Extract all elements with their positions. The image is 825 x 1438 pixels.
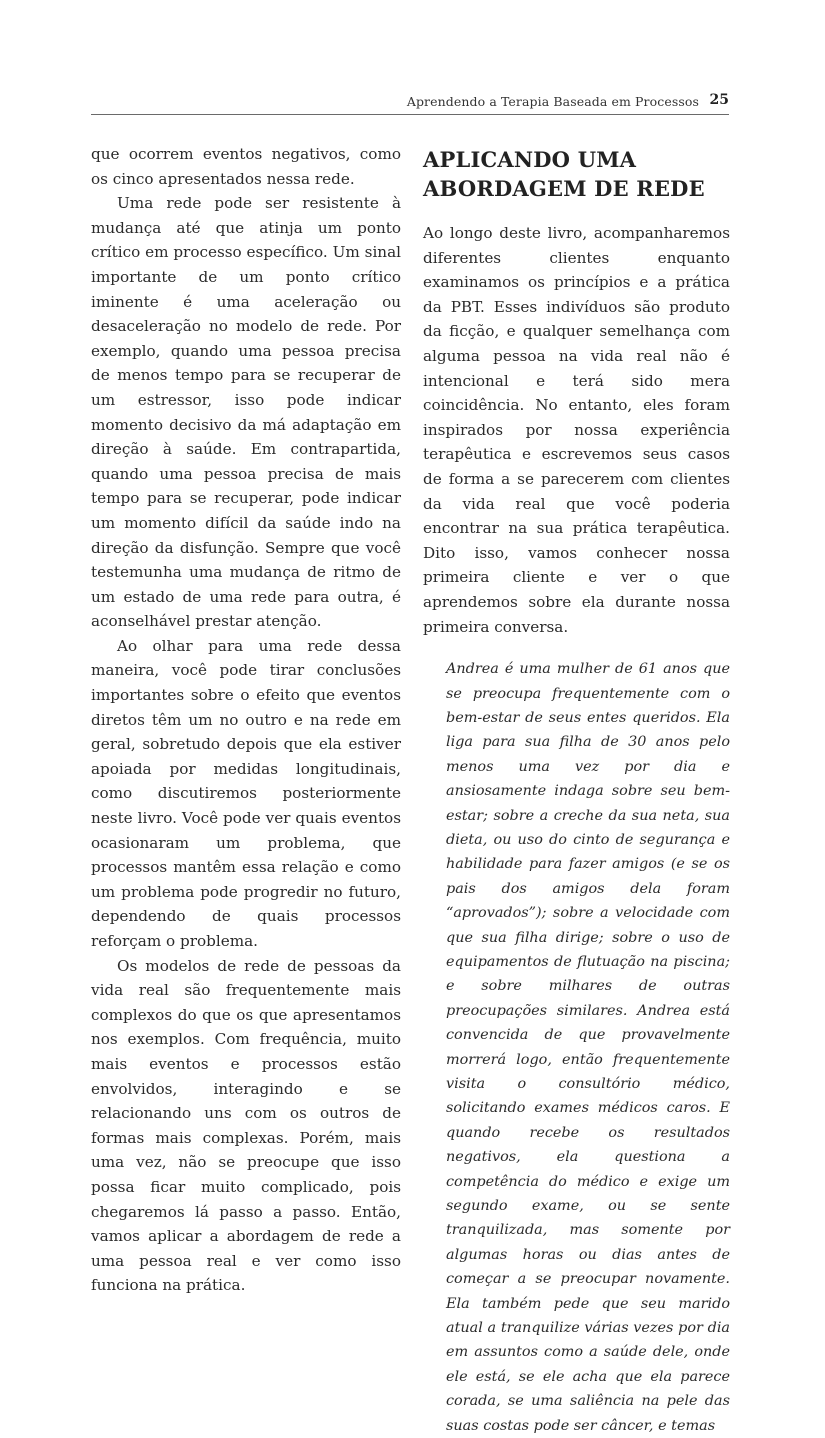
left-column [91, 142, 401, 1298]
paragraph-critical-point: Uma rede pode ser resistente à mudança até que atinja um ponto crítico em processo específico. Um sinal importante de um ponto crítico iminente é uma aceleração ou desaceleração no modelo de rede. Por exemplo, quando uma pessoa precisa de menos tempo para se recuperar de um estressor, isso pode indicar momento decisivo da má adaptação em direção à saúde. Em contrapartida, quando uma pessoa precisa de mais tempo para se recuperar, pode indicar um momento difícil da saúde indo na direção da disfunção. Sempre que você testemunha uma mudança de ritmo de um estado de uma rede para outra, é aconselhável prestar atenção. [91, 194, 401, 631]
section-heading-line2: ABORDAGEM DE REDE [423, 176, 705, 201]
intro-paragraph: Ao longo deste livro, acompanharemos diferentes clientes enquanto examinamos os princípios e a prática da PBT. Esses indivíduos são produto da ficção, e qualquer semelhança com alguma pessoa na vida real não é intencional e terá sido mera coincidência. No entanto, eles foram inspirados por nossa experiência terapêutica e escrevemos seus casos de forma a se parecerem com clientes da vida real que você poderia encontrar na sua prática terapêutica. Dito isso, vamos conhecer nossa primeira cliente e ver o que aprendemos sobre ela durante nossa primeira conversa. [423, 224, 730, 636]
section-heading [423, 145, 730, 203]
case-study-text: Andrea é uma mulher de 61 anos que se preocupa frequentemente com o bem-estar de seus entes queridos. Ela liga para sua filha de 30 anos pelo menos uma vez por dia e ansiosamente indaga sobre seu bem-estar; sobre a creche da sua neta, sua dieta, ou uso do cinto de segurança e habilidade para fazer amigos (e se os pais dos amigos dela foram “aprovados”); sobre a velocidade com que sua filha dirige; sobre o uso de equipamentos de flutuação na piscina; e sobre milhares de outras preocupações similares. Andrea está convencida de que provavelmente morrerá logo, então frequentemente visita o consultório médico, solicitando exames médicos caros. E quando recebe os resultados negativos, ela questiona a competência do médico e exige um segundo exame, ou se sente tranquilizada, mas somente por algumas horas ou dias antes de começar a se preocupar novamente. Ela também pede que seu marido atual a tranquilize várias vezes por dia em assuntos como a saúde dele, onde ele está, se ele acha que ela parece corada, se uma saliência na pele das suas costas pode ser câncer, e temas [446, 661, 730, 1434]
section-heading-line1: APLICANDO UMA [423, 147, 637, 172]
running-title: Aprendendo a Terapia Baseada em Processos [406, 94, 699, 109]
running-header [91, 92, 729, 115]
case-study-block [446, 657, 730, 1438]
paragraph-real-life-models: Os modelos de rede de pessoas da vida real são frequentemente mais complexos do que os que apresentamos nos exemplos. Com frequência, muito mais eventos e processos estão envolvidos, interagindo e se relacionando uns com os outros de formas mais complexas. Porém, mais uma vez, não se preocupe que isso possa ficar muito complicado, pois chegaremos lá passo a passo. Então, vamos aplicar a abordagem de rede a uma pessoa real e ver como isso funciona na prática. [91, 956, 401, 1295]
right-column [423, 142, 730, 1438]
page-number: 25 [709, 92, 729, 108]
paragraph-network-view: Ao olhar para uma rede dessa maneira, você pode tirar conclusões importantes sobre o efeito que eventos diretos têm um no outro e na rede em geral, sobretudo depois que ela estiver apoiada por medidas longitudinais, como discutiremos posteriormente neste livro. Você pode ver quais eventos ocasionaram um problema, que processos mantêm essa relação e como um problema pode progredir no futuro, dependendo de quais processos reforçam o problema. [91, 636, 401, 950]
paragraph-continuation: que ocorrem eventos negativos, como os cinco apresentados nessa rede. [91, 145, 401, 188]
